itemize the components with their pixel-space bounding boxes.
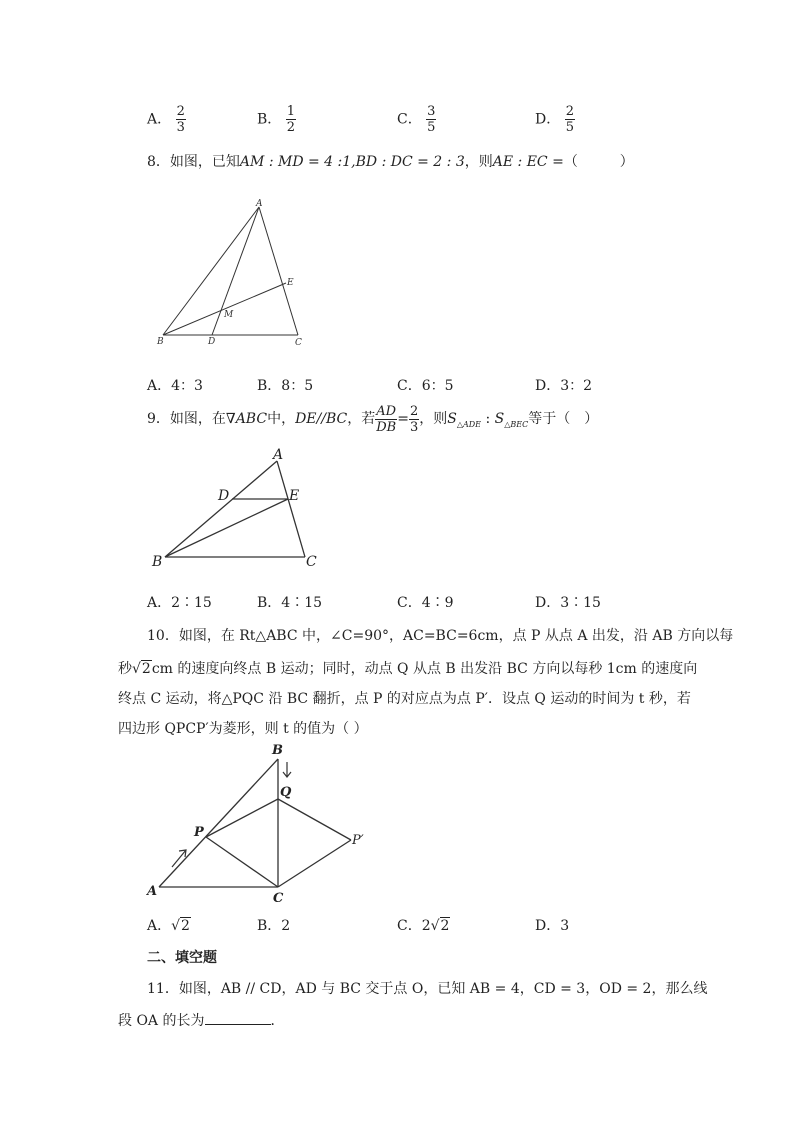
q9-figure [148, 444, 328, 572]
q10-line1: 10．如图，在 Rt△ABC 中，∠C=90°，AC=BC=6cm，点 P 从点 A 出发，沿 AB 方向以每 [147, 628, 734, 644]
label-d: D [218, 488, 230, 504]
segment-ac [277, 461, 305, 557]
segment-be [163, 283, 286, 335]
label-c: C [273, 891, 284, 906]
segment-pq [206, 799, 278, 837]
fraction: $\frac{2}{5}$ [565, 104, 574, 135]
segment-ab [159, 759, 278, 887]
label-p: P [194, 825, 204, 840]
answer-blank[interactable] [205, 1010, 271, 1025]
q10-line4: 四边形 QPCP′为菱形，则 t 的值为（ ） [118, 721, 368, 737]
q9-stem: 9．如图，在∇ABC中，DE//BC，若 $\frac{AD}{DB}$ = $\frac{2}{3}$ ，则$S_{\triangle ADE}$ : $S_{\triangle BEC}$等于（ ） [147, 403, 599, 435]
label-b: B [157, 337, 164, 347]
q9-option-c: C．4∶9 [397, 595, 454, 611]
fraction-ad-db: $\frac{AD}{DB}$ [376, 403, 397, 435]
label-a: A [256, 199, 263, 209]
label-p-prime: P′ [352, 833, 364, 848]
q10-option-b: B．2 [257, 918, 291, 934]
label-m: M [224, 310, 234, 320]
fraction-2-3: $\frac{2}{3}$ [409, 403, 419, 435]
arrow-up-right-icon [172, 850, 186, 867]
q8-stem: 8．如图，已知AM : MD = 4 :1,BD : DC = 2 : 3，则AE : EC =（ ） [147, 154, 634, 170]
label-q: Q [280, 785, 292, 800]
label-b: B [272, 743, 283, 758]
q10-option-d: D．3 [535, 918, 570, 934]
segment-ab [165, 461, 277, 557]
q10-figure [144, 740, 384, 910]
label-a: A [273, 447, 284, 463]
q11-line2: 段 OA 的长为 ． [118, 1010, 285, 1030]
q8-option-b: B．8：5 [257, 378, 314, 394]
q10-option-a: A．√2 [147, 918, 190, 934]
fraction: $\frac{3}{5}$ [427, 104, 436, 135]
label-c: C [295, 338, 302, 348]
segment-pc [206, 837, 278, 887]
label-c: C [306, 554, 317, 570]
q10-line2: 秒√2cm 的速度向终点 B 运动；同时，动点 Q 从点 B 出发沿 BC 方向以每秒 1cm 的速度向 [118, 661, 698, 677]
label-b: B [152, 554, 163, 570]
q10-option-c: C．2√2 [397, 918, 450, 934]
label-e: E [289, 488, 300, 504]
fraction: $\frac{2}{3}$ [176, 104, 185, 135]
arrow-down-icon [283, 762, 291, 777]
segment-ab [163, 207, 259, 335]
q8-option-d: D．3：2 [535, 378, 593, 394]
section-title: 二、填空题 [147, 950, 217, 966]
segment-qp2 [278, 799, 351, 840]
fraction: $\frac{1}{2}$ [286, 104, 296, 135]
label-e: E [287, 278, 294, 288]
q7-option-d: D． $\frac{2}{5}$ [535, 104, 574, 135]
q7-option-a: A． $\frac{2}{3}$ [147, 104, 185, 135]
q10-line3: 终点 C 运动，将△PQC 沿 BC 翻折，点 P 的对应点为点 P′．设点 Q 运动的时间为 t 秒，若 [118, 691, 691, 707]
q8-option-c: C．6：5 [397, 378, 454, 394]
segment-p2c [278, 840, 351, 887]
segment-be [165, 499, 288, 557]
q9-option-a: A．2∶15 [147, 595, 212, 611]
q9-option-b: B．4∶15 [257, 595, 323, 611]
q8-option-a: A．4：3 [147, 378, 203, 394]
q8-figure [150, 195, 320, 350]
q11-line1: 11．如图，AB // CD，AD 与 BC 交于点 O，已知 AB = 4，CD = 3，OD = 2，那么线 [147, 981, 708, 997]
q7-option-c: C． $\frac{3}{5}$ [397, 104, 436, 135]
label-a: A [147, 884, 158, 899]
q7-option-b: B． $\frac{1}{2}$ [257, 104, 296, 135]
segment-ad [212, 207, 259, 335]
q9-option-d: D．3∶15 [535, 595, 601, 611]
label-d: D [208, 337, 216, 347]
segment-ac [259, 207, 298, 335]
